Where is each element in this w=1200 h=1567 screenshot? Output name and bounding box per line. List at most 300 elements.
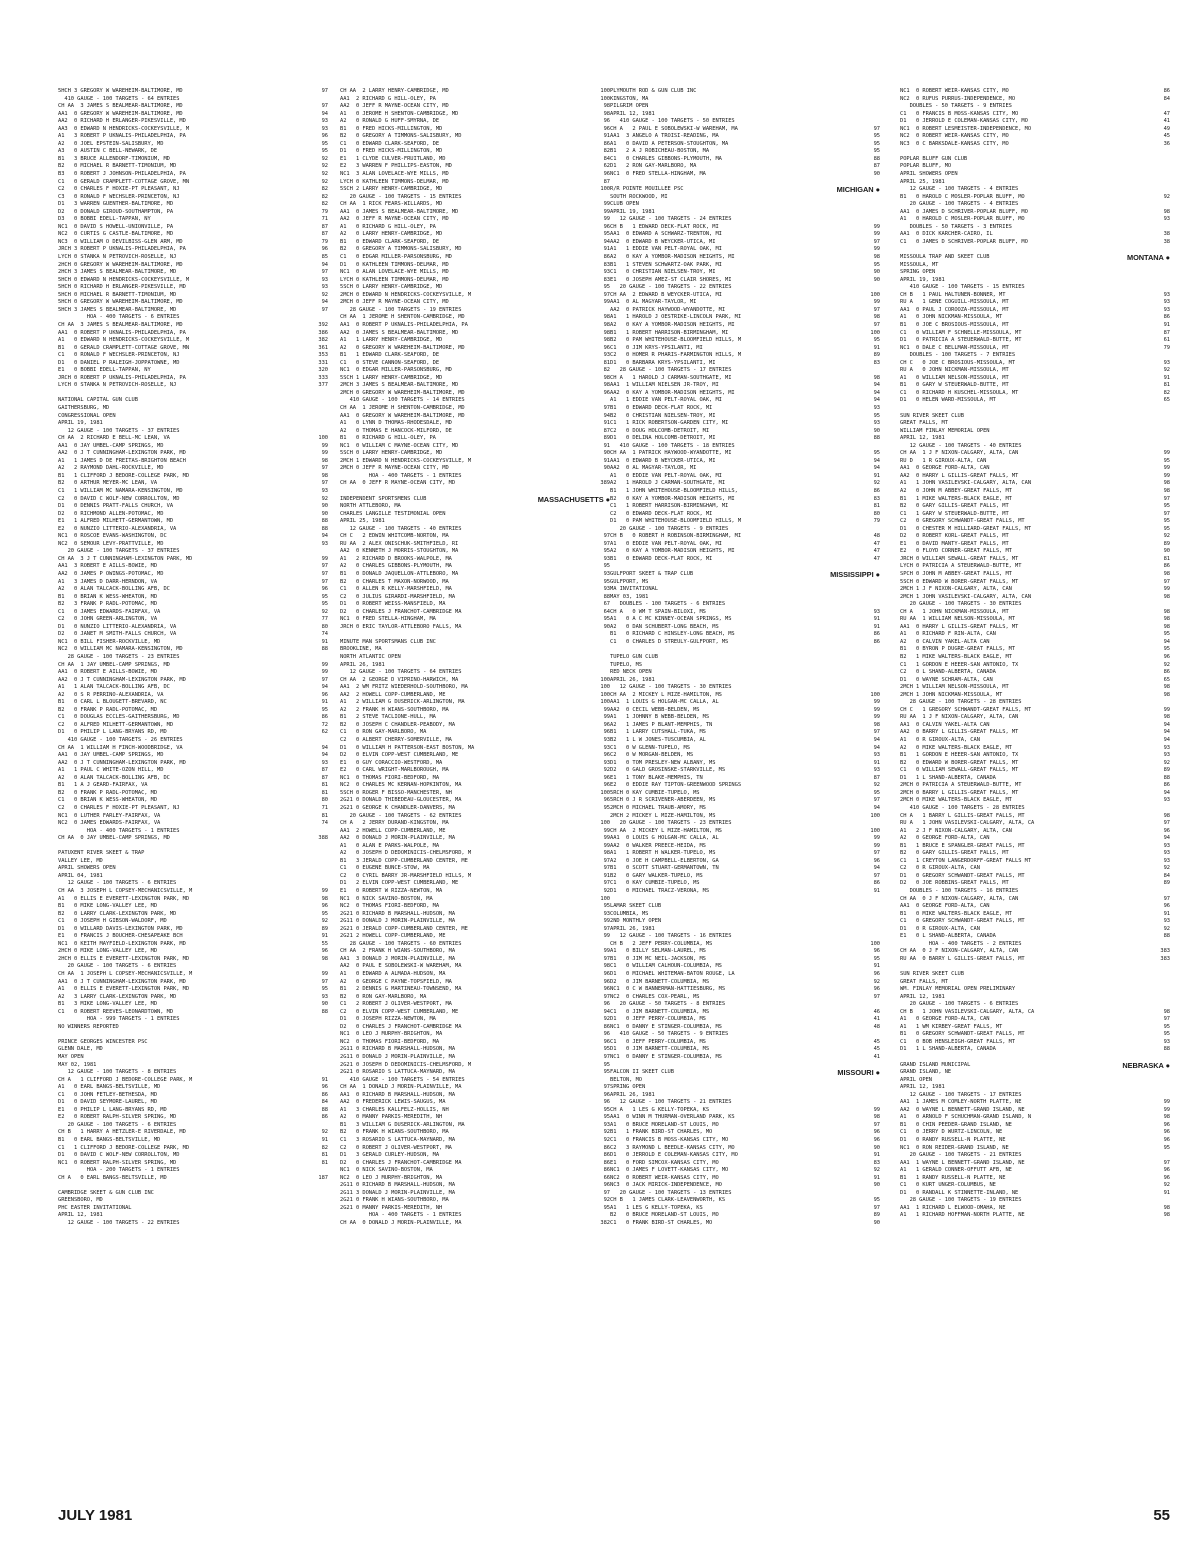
entry-text: D2 0 CHARLES J FRANCHOT-CAMBRIDGE MA: [340, 608, 462, 615]
result-entry: [340, 760, 610, 768]
entry-score: 99: [1163, 472, 1170, 479]
result-entry: [900, 1046, 1170, 1054]
heading-line: 410 GAUGE - 100 TARGETS - 26 ENTRIES: [58, 737, 183, 744]
entry-score: 100: [600, 699, 610, 706]
entry-text: A1 1 EDDIE VAN PELT-ROYAL OAK, MI: [610, 246, 722, 253]
result-entry: [58, 1129, 328, 1137]
entry-score: 91: [321, 1137, 328, 1144]
result-entry: [58, 624, 328, 632]
entry-text: JRCH 0 ROBERT P UKNALIS-PHILADELPHIA, PA: [58, 374, 186, 381]
heading-line: GRAND ISLAND, NE: [900, 1069, 952, 1076]
heading-line: 12 GAUGE - 100 TARGETS - 6 ENTRIES: [58, 880, 177, 887]
entry-text: E1 0 ROBERT W RIZZA-NEWTON, MA: [340, 887, 443, 894]
heading-line: 20 GAUGE - 100 TARGETS - 15 ENTRIES: [340, 193, 462, 200]
entry-score: 96: [873, 948, 880, 955]
result-entry: [340, 103, 610, 111]
entry-text: C2 0 EDWARD DECK-FLAT ROCK, MI: [610, 510, 713, 517]
result-entry: [58, 148, 328, 156]
result-entry: [340, 1167, 610, 1175]
entry-text: NC1 0 DALE C BELLMAN-MISSOULA, MT: [900, 344, 1009, 351]
heading-line: BELTON, MO: [610, 1076, 642, 1083]
entry-text: B2 0 KAY A YOMBOR-MADISON HEIGHTS, MI: [610, 495, 735, 502]
entry-score: 99: [603, 827, 610, 834]
entry-score: 79: [321, 238, 328, 245]
result-entry: [900, 714, 1170, 722]
entry-text: AA2 0 WALKER PREECE-HEIDA, MS: [610, 842, 706, 849]
entry-text: A2 0 KAY A YOMBOR-MADISON HEIGHTS, MI: [610, 548, 735, 555]
entry-text: B1 0 DONALD JAQUELLON-ATTLEBORO, MA: [340, 571, 459, 577]
result-entry: [900, 813, 1170, 821]
entry-score: 82: [1163, 389, 1170, 396]
spacer: [610, 1062, 880, 1070]
heading-line: 12 GAUGE - 100 TARGETS - 22 ENTRIES: [58, 1220, 180, 1227]
heading-line: GAITHERSBURG, MD: [58, 404, 110, 411]
entry-score: 96: [603, 223, 610, 230]
result-entry: [340, 850, 610, 858]
entry-score: 99: [603, 948, 610, 955]
entry-text: A3 0 AUSTIN C BELL-NEWARK, DE: [58, 148, 158, 155]
entry-text: C2 0 GREGORY SCHWANDT-GREAT FALLS, MT: [900, 518, 1025, 525]
entry-score: 94: [873, 382, 880, 389]
entry-text: AA2 0 PATRICK HAYWOOD-WYANDOTTE, MI: [610, 306, 726, 313]
entry-text: C1 0 FRANK BIRD-ST CHARLES, MO: [610, 1220, 713, 1227]
entry-text: A1 1 PAUL C WHITE-OZON HILL, MD: [58, 767, 164, 774]
heading-line: APRIL 26, 1981: [610, 925, 655, 932]
result-entry: [610, 277, 880, 285]
result-entry: [340, 820, 610, 828]
result-entry: [58, 526, 328, 534]
entry-score: 93: [321, 759, 328, 766]
entry-text: C1 0 JOSEPH H GIBSON-WALDORF, MD: [58, 918, 167, 925]
entry-text: C1 0 JOHN FETLEY-BETHESDA, MD: [58, 1091, 158, 1098]
result-entry: [58, 239, 328, 247]
entry-score: 46: [873, 1008, 880, 1015]
entry-score: 45: [873, 1046, 880, 1053]
heading-line: SUN RIVER SKEET CLUB: [900, 970, 964, 977]
heading-line: 12 GAUGE - 100 TARGETS - 8 ENTRIES: [58, 1069, 177, 1076]
entry-score: 92: [603, 1137, 610, 1144]
entry-text: NC1 0 JAMES F LOVETT-KANSAS CITY, MO: [610, 1167, 729, 1174]
result-entry: [340, 1122, 610, 1130]
entry-text: 2G21 0 JOSEPH D DEDOMINICIS-CHELMSFORD, M: [340, 1061, 472, 1068]
entry-score: 95: [1163, 631, 1170, 638]
result-entry: [340, 699, 610, 707]
entry-score: 98: [603, 314, 610, 321]
entry-text: NC1 0 BILL FISHER-ROCKVILLE, MD: [58, 638, 161, 645]
club-heading-with-state: [900, 254, 1170, 262]
entry-text: E1 0 DAVID MANTY-GREAT FALLS, MT: [900, 540, 1009, 547]
result-entry: [58, 797, 328, 805]
result-entry: [900, 858, 1170, 866]
entry-score: 94: [1163, 789, 1170, 796]
result-entry: [58, 579, 328, 587]
entry-score: 98: [603, 382, 610, 389]
result-entry: [610, 699, 880, 707]
result-entry: [900, 586, 1170, 594]
entry-score: 100: [870, 291, 880, 298]
entry-score: 97: [603, 1189, 610, 1196]
heading-line: 12 GAUGE - 100 TARGETS - 37 ENTRIES: [58, 427, 180, 434]
result-entry: [900, 948, 1170, 956]
entry-text: 2MCH 0 MIKE WALTERS-BLACK EAGLE, MT: [900, 797, 1012, 804]
club-heading-with-state: [610, 1069, 880, 1077]
result-entry: [340, 443, 610, 451]
entry-score: 93: [1163, 299, 1170, 306]
heading-line: 20 GAUGE - 100 TARGETS - 30 ENTRIES: [900, 601, 1022, 608]
result-entry: [58, 103, 328, 111]
entry-score: 93: [321, 487, 328, 494]
entry-score: 65: [1163, 676, 1170, 683]
entry-score: 97: [873, 1204, 880, 1211]
result-entry: [900, 118, 1170, 126]
entry-text: RU AA 0 BARRY L GILLIS-GREAT FALLS, MT: [900, 955, 1025, 962]
entry-score: 82: [321, 1144, 328, 1151]
entry-text: C2 0 CHARLES F HOXIE-PT PLEASANT, NJ: [58, 804, 180, 811]
result-entry: [610, 752, 880, 760]
entry-text: A2 3 LARRY CLARK-LEXINGTON PARK, MD: [58, 993, 177, 1000]
entry-score: 99: [1163, 450, 1170, 457]
result-entry: [340, 609, 610, 617]
entry-text: 2MCH 1 J F NIXON-CALGARY, ALTA, CAN: [900, 586, 1012, 593]
entry-score: 86: [873, 638, 880, 645]
entry-score: 95: [603, 1061, 610, 1068]
entry-text: RU AA 1 WILLIAM NELSON-MISSOULA, MT: [900, 616, 1016, 623]
result-entry: [340, 156, 610, 164]
entry-text: D1 0 WILLIAM H PATTERSON-EAST BOSTON, MA: [340, 744, 475, 751]
result-entry: [58, 729, 328, 737]
entry-text: AA1 3 ANGELO A TROISI-READING, MA: [610, 133, 719, 140]
result-entry: [58, 171, 328, 179]
result-entry: [58, 820, 328, 828]
entry-text: CH AA 1 JOSEPH L COPSEY-MECHANICSVILLE, M: [58, 970, 193, 977]
result-entry: [340, 1054, 610, 1062]
result-entry: [900, 1039, 1170, 1047]
entry-text: D1 3 WARREN GUENTHER-BALTIMORE, MD: [58, 201, 174, 208]
entry-score: 82: [603, 367, 610, 374]
result-entry: [58, 277, 328, 285]
entry-text: CH C 2 EDWIN WHITCOMB-NORTON, MA: [340, 533, 449, 540]
entry-text: CH AA 2 LARRY HENRY-CAMBRIDGE, MD: [340, 88, 449, 94]
heading-line: LAMAR SKEET CLUB: [610, 903, 662, 910]
entry-score: 97: [603, 404, 610, 411]
entry-score: 91: [1163, 374, 1170, 381]
entry-score: 99: [873, 706, 880, 713]
entry-score: 95: [873, 789, 880, 796]
result-entry: [340, 96, 610, 104]
entry-text: 5RCH 0 KAY CUMBIE-TUPELO, MS: [610, 789, 700, 796]
entry-score: 91: [873, 616, 880, 623]
entry-text: C1 0 ROBERT REEVES-LEONARDTOWN, MD: [58, 1008, 174, 1015]
entry-score: 96: [1163, 1129, 1170, 1136]
entry-text: B1 0 GREGORY SCHWANDT-GREAT FALLS, MT: [900, 1031, 1025, 1038]
entry-text: NC2 0 CHARLES MC KERNAN-HOPKINTON, MA: [340, 782, 462, 789]
entry-text: C2 0 L SHAND-ALBERTA, CANADA: [900, 669, 996, 676]
entry-text: B1 2 DENNIS G MARTINEAU-TOWNSEND, MA: [340, 986, 462, 993]
entry-score: 95: [873, 1197, 880, 1204]
entry-text: A1 0 GEORGE FORD-ALTA, CAN: [900, 1016, 990, 1023]
entry-text: E2 0 FLOYD CORNER-GREAT FALLS, MT: [900, 548, 1012, 555]
entry-score: 95: [1163, 503, 1170, 510]
entry-score: 92: [321, 171, 328, 178]
result-entry: [340, 790, 610, 798]
result-entry: [610, 435, 880, 443]
entry-score: 49: [1163, 125, 1170, 132]
entry-score: 89: [873, 1212, 880, 1219]
entry-text: D1 0 WAYNE SCHRAM-ALTA, CAN: [900, 676, 993, 683]
entry-score: 92: [873, 782, 880, 789]
entry-score: 94: [1163, 835, 1170, 842]
entry-text: A2 1 HAROLD J CARMAN-SOUTHGATE, MI: [610, 480, 726, 487]
result-entry: [58, 639, 328, 647]
result-entry: [58, 601, 328, 609]
entry-text: D2 0 ELVIN COPP-WEST CUMBERLAND, ME: [340, 752, 459, 759]
result-entry: [340, 797, 610, 805]
heading-line: POPLAR BLUFF, MO: [900, 163, 952, 170]
result-entry: [340, 624, 610, 632]
entry-score: 96: [1163, 1167, 1170, 1174]
result-entry: [58, 609, 328, 617]
entry-text: B2 0 FRANK P RADL-POTOMAC, MD: [58, 706, 158, 713]
result-entry: [900, 1031, 1170, 1039]
entry-score: 96: [1163, 1174, 1170, 1181]
result-entry: [58, 367, 328, 375]
result-entry: [610, 1167, 880, 1175]
entry-score: 92: [873, 480, 880, 487]
heading-line: MAY 03, 1981: [610, 593, 649, 600]
result-entry: [340, 933, 610, 941]
result-entry: [900, 141, 1170, 149]
result-entry: [900, 1024, 1170, 1032]
entry-text: 2MCH 0 MICHAEL TRAUB-AMORY, MS: [610, 804, 706, 811]
heading-line: NATIONAL CAPITAL GUN CLUB: [58, 397, 138, 404]
entry-score: 96: [603, 1031, 610, 1038]
entry-score: 386: [318, 329, 328, 336]
result-entry: [58, 518, 328, 526]
entry-score: 88: [321, 525, 328, 532]
entry-score: 72: [321, 721, 328, 728]
entry-text: AA2 0 JEFF R MAYNE-OCEAN CITY, MD: [340, 103, 449, 110]
entry-score: 95: [873, 261, 880, 268]
result-entry: [610, 450, 880, 458]
result-entry: [58, 299, 328, 307]
heading-line: TUPELO, MS: [610, 661, 642, 668]
entry-text: D2 0 DONALD GIROUD-SOUTHAMPTON, PA: [58, 208, 174, 215]
result-entry: [900, 375, 1170, 383]
result-entry: [900, 473, 1170, 481]
entry-text: C1 1 ROBERT HARRISON-BIRMINGHAM, MI: [610, 503, 729, 510]
result-entry: [900, 918, 1170, 926]
entry-text: A1 1 RICHARD HOFFMAN-NORTH PLATTE, NE: [900, 1212, 1025, 1219]
spacer: [340, 631, 610, 639]
entry-text: C1 0 CHARLES D STREULY-GULFPORT, MS: [610, 638, 729, 645]
entry-score: 100: [600, 820, 610, 827]
result-entry: [340, 1175, 610, 1183]
entry-score: 93: [321, 118, 328, 125]
entry-score: 96: [1163, 1121, 1170, 1128]
entry-score: 81: [873, 503, 880, 510]
heading-line: TUPELO GUN CLUB: [610, 654, 658, 661]
entry-score: 92: [1163, 1182, 1170, 1189]
result-entry: [340, 1205, 610, 1213]
entry-text: 2MCH 1 EDWARD N HENDRICKS-COCKEYSVILLE, M: [340, 457, 472, 464]
entry-score: 86: [321, 1114, 328, 1121]
result-entry: [610, 858, 880, 866]
entry-text: B1 0 GARY W STEUERWALD-BUTTE, MT: [900, 382, 1009, 389]
entry-score: 86: [603, 1144, 610, 1151]
club-name: INDEPENDENT SPORTSMENS CLUB: [340, 495, 427, 502]
result-entry: [340, 745, 610, 753]
result-entry: [610, 707, 880, 715]
entry-text: AA1 0 ROBERT P UKNALIS-PHILADELPHIA, PA: [340, 321, 468, 328]
heading-line: HOA - 200 TARGETS - 1 ENTRIES: [58, 1167, 180, 1174]
entry-score: 89: [321, 925, 328, 932]
entry-score: 100: [600, 684, 610, 691]
result-entry: [610, 767, 880, 775]
entry-text: AA1 1 WILLIAM NIELSEN JR-TROY, MI: [610, 382, 719, 389]
result-entry: [900, 231, 1170, 239]
entry-score: 93: [603, 352, 610, 359]
entry-score: 353: [318, 352, 328, 359]
entry-text: E2 0 EDDIE RAY TIPTON-GREENWOOD SPRINGS: [610, 782, 742, 789]
entry-score: 93: [1163, 842, 1170, 849]
entry-text: 2MCH 3 JAMES S BEALMEAR-BALTIMORE, MD: [340, 382, 459, 389]
entry-text: C1 0 RICHARD H KUSCHEL-MISSOULA, MT: [900, 389, 1019, 396]
entry-text: AA1 0 GEORGE FORD-ALTA, CAN: [900, 903, 990, 910]
entry-text: B2 0 FRANK H WIANS-SOUTHBORO, MA: [340, 1129, 449, 1136]
entry-score: 93: [1163, 359, 1170, 366]
heading-line: CLUB OPEN: [610, 201, 639, 208]
entry-text: D1 0 PHILIP L LANG-BRYANS RD, MD: [58, 729, 167, 736]
result-entry: [610, 865, 880, 873]
result-entry: [340, 450, 610, 458]
entry-score: 99: [873, 714, 880, 721]
entry-score: 79: [1163, 344, 1170, 351]
spacer: [58, 1031, 328, 1039]
result-entry: [58, 677, 328, 685]
result-entry: [900, 465, 1170, 473]
entry-score: 80: [321, 797, 328, 804]
entry-text: RU A 0 JOHN NICKMAN-MISSOULA, MT: [900, 367, 1009, 374]
entry-score: 99: [321, 450, 328, 457]
entry-text: C1 0 CHRISTIAN NIELSEN-TROY, MI: [610, 269, 716, 276]
heading-line: 410 GAUGE - 100 TARGETS - 15 ENTRIES: [900, 284, 1025, 291]
entry-score: 96: [873, 1129, 880, 1136]
result-entry: [900, 88, 1170, 96]
result-entry: [610, 254, 880, 262]
result-entry: [58, 994, 328, 1002]
result-entry: [610, 1009, 880, 1017]
entry-score: 97: [873, 1121, 880, 1128]
result-entry: [900, 511, 1170, 519]
spacer: [900, 148, 1170, 156]
entry-text: RU AA 2 ALEX ONISCHUK-SMITHFIELD, RI: [340, 540, 459, 547]
entry-text: NC1 0 THOMAS FIORI-BEDFORD, MA: [340, 774, 440, 781]
entry-score: 91: [1163, 321, 1170, 328]
entry-score: 97: [321, 571, 328, 577]
entry-score: 91: [873, 759, 880, 766]
entry-text: A2 0 THOMAS E HANCOCK-MILFORD, DE: [340, 427, 452, 434]
result-entry: [340, 707, 610, 715]
heading-line: HOA - 400 TARGETS - 6 ENTRIES: [58, 314, 180, 321]
state-heading: MISSISSIPPI ●: [830, 571, 880, 579]
entry-text: C2 3 RAYMOND L BEEDLE-KANSAS CITY, MO: [610, 1144, 735, 1151]
spacer: [58, 1182, 328, 1190]
entry-text: AA2 0 KENNETH J MORRIS-STOUGHTON, MA: [340, 548, 459, 555]
entry-score: 62: [603, 163, 610, 170]
result-entry: [58, 805, 328, 813]
entry-score: 96: [321, 948, 328, 955]
entry-score: 97: [873, 993, 880, 1000]
entry-text: D1 0 DELINA HOLCOMB-DETROIT, MI: [610, 435, 716, 442]
heading-line: APRIL 19, 1981: [610, 208, 655, 215]
entry-text: CH AA 2 GEORGE D VIPRINO-HARWICH, MA: [340, 676, 459, 683]
entry-text: AA1 2 HOWELL COPP-CUMBERLAND, ME: [340, 827, 446, 834]
result-entry: [610, 480, 880, 488]
entry-score: 91: [873, 887, 880, 894]
entry-score: 99: [603, 714, 610, 721]
entry-score: 88: [321, 646, 328, 653]
entry-score: 92: [321, 291, 328, 298]
result-entry: [900, 533, 1170, 541]
entry-score: 86: [1163, 669, 1170, 676]
entry-text: 2HCH 0 MIKE LONG-VALLEY LEE, MD: [58, 948, 158, 955]
result-entry: [610, 880, 880, 888]
result-entry: [900, 707, 1170, 715]
heading-line: 20 GAUGE - 100 TARGETS - 62 ENTRIES: [340, 812, 462, 819]
result-entry: [58, 201, 328, 209]
heading-line: GLENN DALE, MD: [58, 1046, 103, 1053]
entry-score: 96: [1163, 903, 1170, 910]
entry-score: 95: [321, 706, 328, 713]
entry-text: C1 0 FRANCIS B MOSS-KANSAS CITY, MO: [900, 110, 1019, 117]
entry-score: 87: [603, 427, 610, 434]
entry-text: B2 0 GARY WALKER-TUPELO, MS: [610, 872, 703, 879]
entry-text: D1 2 RON GAY-MARLBORO, MA: [610, 163, 697, 170]
entry-score: 86: [321, 1091, 328, 1098]
entry-score: 88: [603, 593, 610, 600]
entry-score: 99: [603, 706, 610, 713]
results-column-4: [900, 88, 1170, 1488]
spacer: [900, 963, 1170, 971]
result-entry: [610, 133, 880, 141]
entry-text: C1 0 JAMES EDWARDS-FAIRFAX, VA: [58, 608, 161, 615]
result-entry: [610, 1152, 880, 1160]
entry-text: AA2 0 DONALD J MORIN-PLAINVILLE, MA: [340, 835, 456, 842]
entry-text: CH AA 3 J T CUNNINGHAM-LEXINGTON PARK, MD: [58, 555, 193, 562]
entry-text: CH B 1 HARRY A HETZLER-E RIVERDALE, MD: [58, 1129, 186, 1136]
entry-text: A2 0 MIKE WALTERS-BLACK EAGLE, MT: [900, 744, 1012, 751]
entry-score: 93: [603, 269, 610, 276]
entry-text: CH AA 2 MICKEY L MIZE-HAMILTON, MS: [610, 691, 722, 698]
entry-text: B1 1 ROBERT HARRISON-BIRMINGHAM, MI: [610, 329, 729, 336]
entry-text: NC1 0 ROBERT LESMEISTER-INDEPENDENCE, MO: [900, 125, 1032, 132]
heading-line: WILLIAM FINLAY MEMORIAL OPEN: [900, 427, 990, 434]
entry-text: A2 0 LARRY HENRY-CAMBRIDGE, MD: [340, 231, 443, 238]
entry-score: 100: [600, 789, 610, 796]
entry-score: 96: [873, 986, 880, 993]
result-entry: [58, 903, 328, 911]
entry-score: 95: [873, 450, 880, 457]
entry-score: 81: [321, 1159, 328, 1166]
entry-score: 97: [603, 540, 610, 547]
entry-score: 93: [873, 767, 880, 774]
result-entry: [58, 345, 328, 353]
entry-text: B1 0 CARL L BLOUGETT-BREVARD, NC: [58, 699, 167, 706]
entry-score: 99: [873, 246, 880, 253]
result-entry: [340, 322, 610, 330]
entry-text: JRCH 0 WILLIAM SEWALL-GREAT FALLS, MT: [900, 555, 1019, 562]
entry-text: A2 0 ALAN TALCACK-BOLLING AFB, DC: [58, 586, 170, 593]
